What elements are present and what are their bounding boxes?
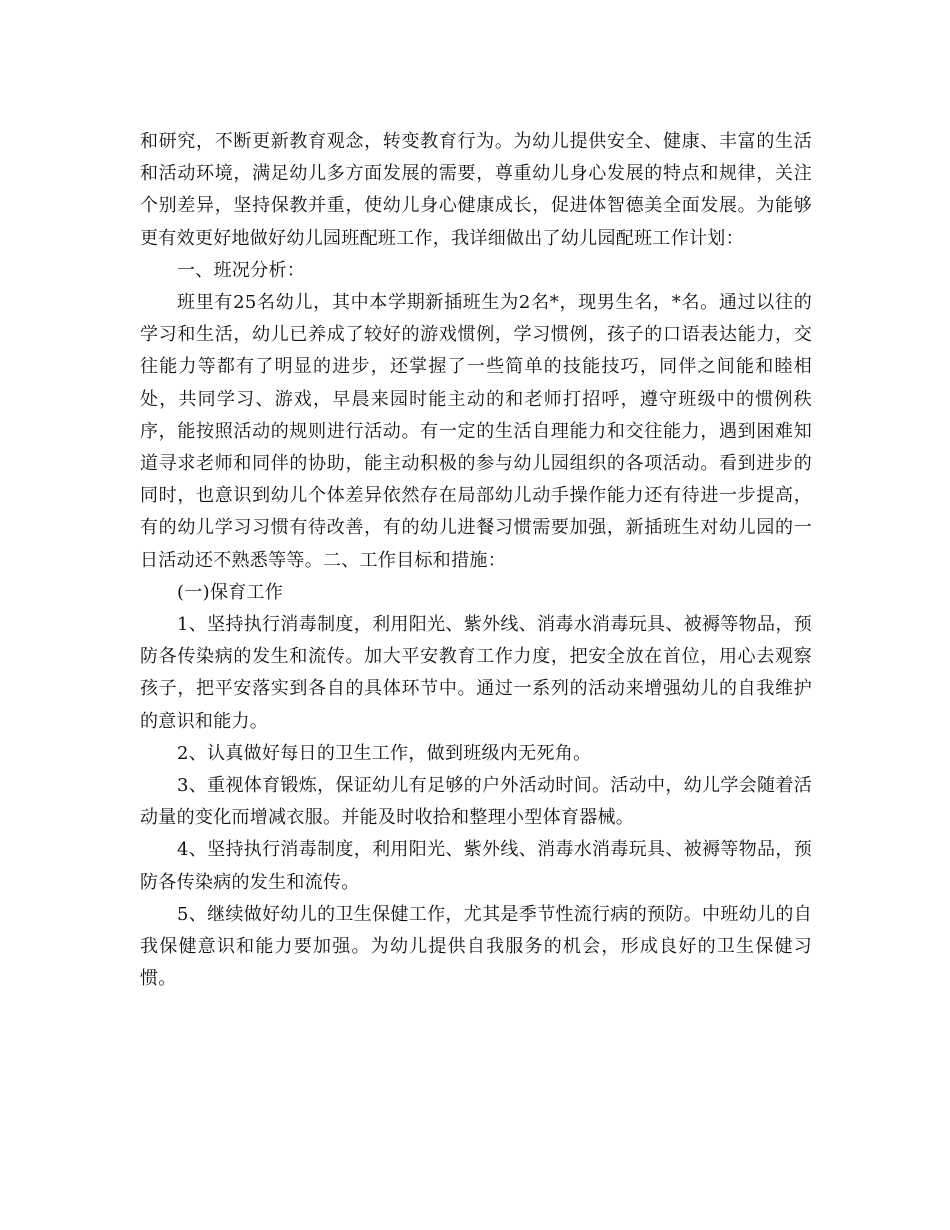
list-item-5: 5、继续做好幼儿的卫生保健工作，尤其是季节性流行病的预防。中班幼儿的自我保健意识和能力要加强。为幼儿提供自我服务的机会，形成良好的卫生保健习惯。 bbox=[140, 903, 812, 990]
list-item-4: 4、坚持执行消毒制度，利用阳光、紫外线、消毒水消毒玩具、被褥等物品，预防各传染病的发生和流传。 bbox=[140, 839, 812, 893]
list-item-2: 2、认真做好每日的卫生工作，做到班级内无死角。 bbox=[177, 742, 592, 764]
heading-class-analysis: 一、班况分析： bbox=[177, 259, 306, 281]
list-item-3: 3、重视体育锻炼，保证幼儿有足够的户外活动时间。活动中，幼儿学会随着活动量的变化而增减衣服。并能及时收拾和整理小型体育器械。 bbox=[140, 775, 812, 829]
document-body bbox=[140, 126, 812, 995]
list-item-1: 1、坚持执行消毒制度，利用阳光、紫外线、消毒水消毒玩具、被褥等物品，预防各传染病的发生和流传。加大平安教育工作力度，把安全放在首位，用心去观察孩子，把平安落实到各自的具体环节中。通过一系列的活动来增强幼儿的自我维护的意识和能力。 bbox=[140, 614, 812, 732]
heading-care-work: (一)保育工作 bbox=[177, 581, 284, 603]
paragraph-class-analysis: 班里有25名幼儿，其中本学期新插班生为2名*，现男生名，*名。通过以往的学习和生活，幼儿已养成了较好的游戏惯例，学习惯例，孩子的口语表达能力，交往能力等都有了明显的进步，还掌握了一些简单的技能技巧，同伴之间能和睦相处，共同学习、游戏，早晨来园时能主动的和老师打招呼，遵守班级中的惯例秩序，能按照活动的规则进行活动。有一定的生活自理能力和交往能力，遇到困难知道寻求老师和同伴的协助，能主动积极的参与幼儿园组织的各项活动。看到进步的同时，也意识到幼儿个体差异依然存在局部幼儿动手操作能力还有待进一步提高，有的幼儿学习习惯有待改善，有的幼儿进餐习惯需要加强，新插班生对幼儿园的一日活动还不熟悉等等。二、工作目标和措施： bbox=[140, 292, 812, 571]
paragraph-intro-continued: 和研究，不断更新教育观念，转变教育行为。为幼儿提供安全、健康、丰富的生活和活动环境，满足幼儿多方面发展的需要，尊重幼儿身心发展的特点和规律，关注个别差异，坚持保教并重，使幼儿身心健康成长，促进体智德美全面发展。为能够更有效更好地做好幼儿园班配班工作，我详细做出了幼儿园配班工作计划： bbox=[140, 131, 812, 249]
